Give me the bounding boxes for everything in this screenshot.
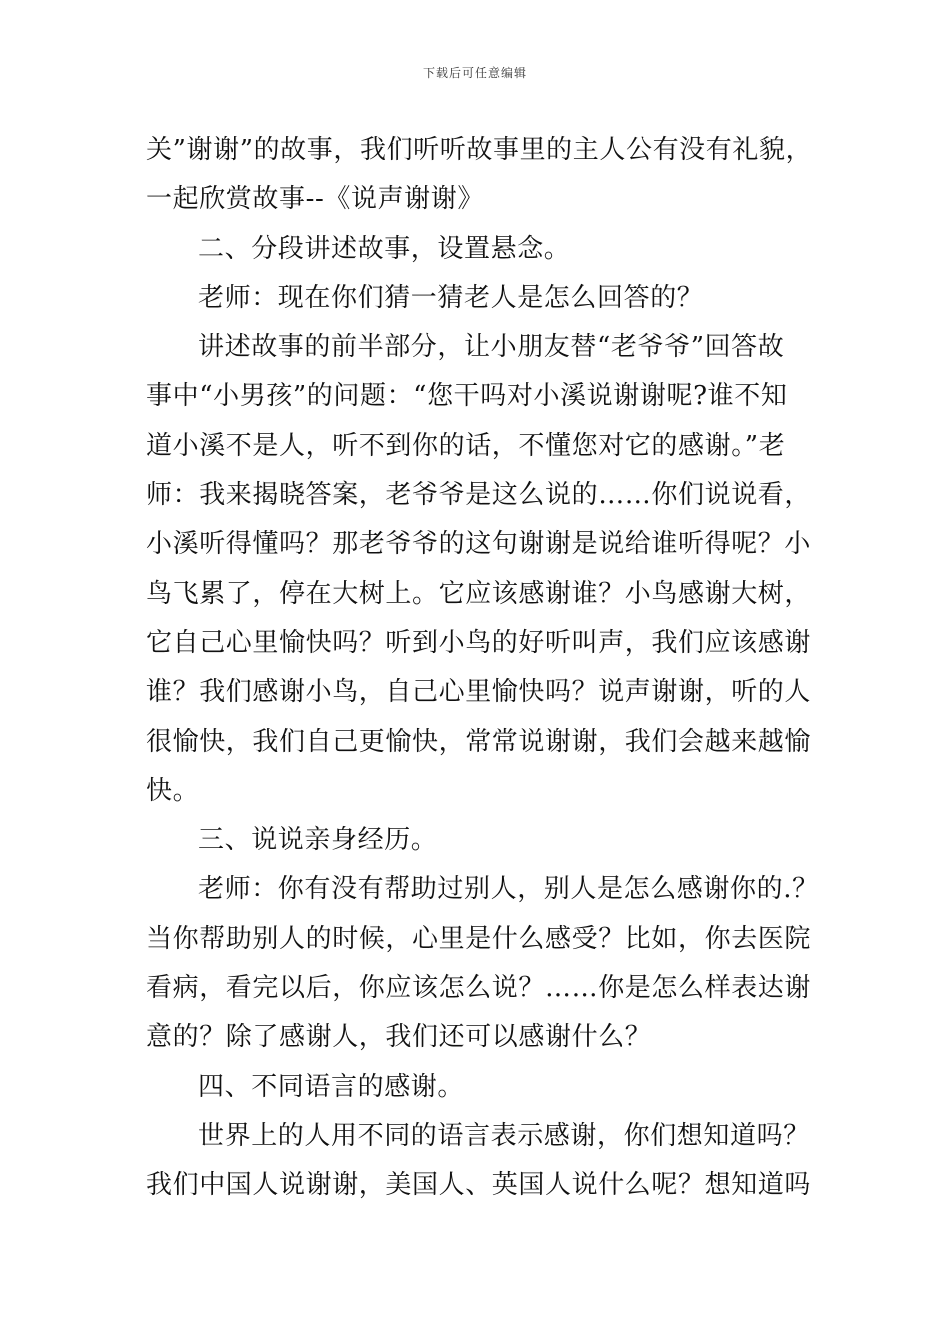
text-line: 小溪听得懂吗？那老爷爷的这句谢谢是说给谁听得呢？小 <box>146 529 812 560</box>
text-line: 关”谢谢”的故事，我们听听故事里的主人公有没有礼貌， <box>146 135 813 165</box>
text-line: 道小溪不是人，听不到你的话，不懂您对它的感谢。”老 <box>146 430 786 461</box>
document-body <box>146 126 819 1211</box>
text-line: 老师：现在你们猜一猜老人是怎么回答的？ <box>198 282 704 313</box>
text-line: 二、分段讲述故事，设置悬念。 <box>198 233 571 264</box>
text-line: 快。 <box>146 775 200 806</box>
text-line: 看病，看完以后，你应该怎么说？……你是怎么样表达谢 <box>146 973 812 1004</box>
text-line: 我们中国人说谢谢，美国人、英国人说什么呢？想知道吗 <box>146 1170 812 1201</box>
text-line: 世界上的人用不同的语言表示感谢，你们想知道吗？ <box>198 1120 810 1151</box>
text-line: 四、不同语言的感谢。 <box>198 1071 465 1102</box>
text-line: 事中“小男孩”的问题：“您干吗对小溪说谢谢呢?谁不知 <box>146 381 788 412</box>
page-header: 下载后可任意编辑 <box>422 66 527 80</box>
text-line: 老师：你有没有帮助过别人，别人是怎么感谢你的.？ <box>198 874 819 905</box>
text-line: 谁？我们感谢小鸟，自己心里愉快吗？说声谢谢，听的人 <box>146 677 812 708</box>
text-line: 一起欣赏故事--《说声谢谢》 <box>146 184 484 215</box>
text-line: 讲述故事的前半部分，让小朋友替“老爷爷”回答故 <box>198 332 785 363</box>
text-line: 意的？除了感谢人，我们还可以感谢什么？ <box>146 1022 652 1053</box>
text-line: 它自己心里愉快吗？听到小鸟的好听叫声，我们应该感谢 <box>146 627 812 658</box>
text-line: 鸟飞累了，停在大树上。它应该感谢谁？小鸟感谢大树， <box>146 578 812 609</box>
text-line: 很愉快，我们自己更愉快，常常说谢谢，我们会越来越愉 <box>146 726 812 757</box>
text-line: 当你帮助别人的时候，心里是什么感受？比如，你去医院 <box>146 923 812 954</box>
text-line: 师：我来揭晓答案，老爷爷是这么说的……你们说说看， <box>146 480 812 511</box>
text-line: 三、说说亲身经历。 <box>198 825 438 856</box>
